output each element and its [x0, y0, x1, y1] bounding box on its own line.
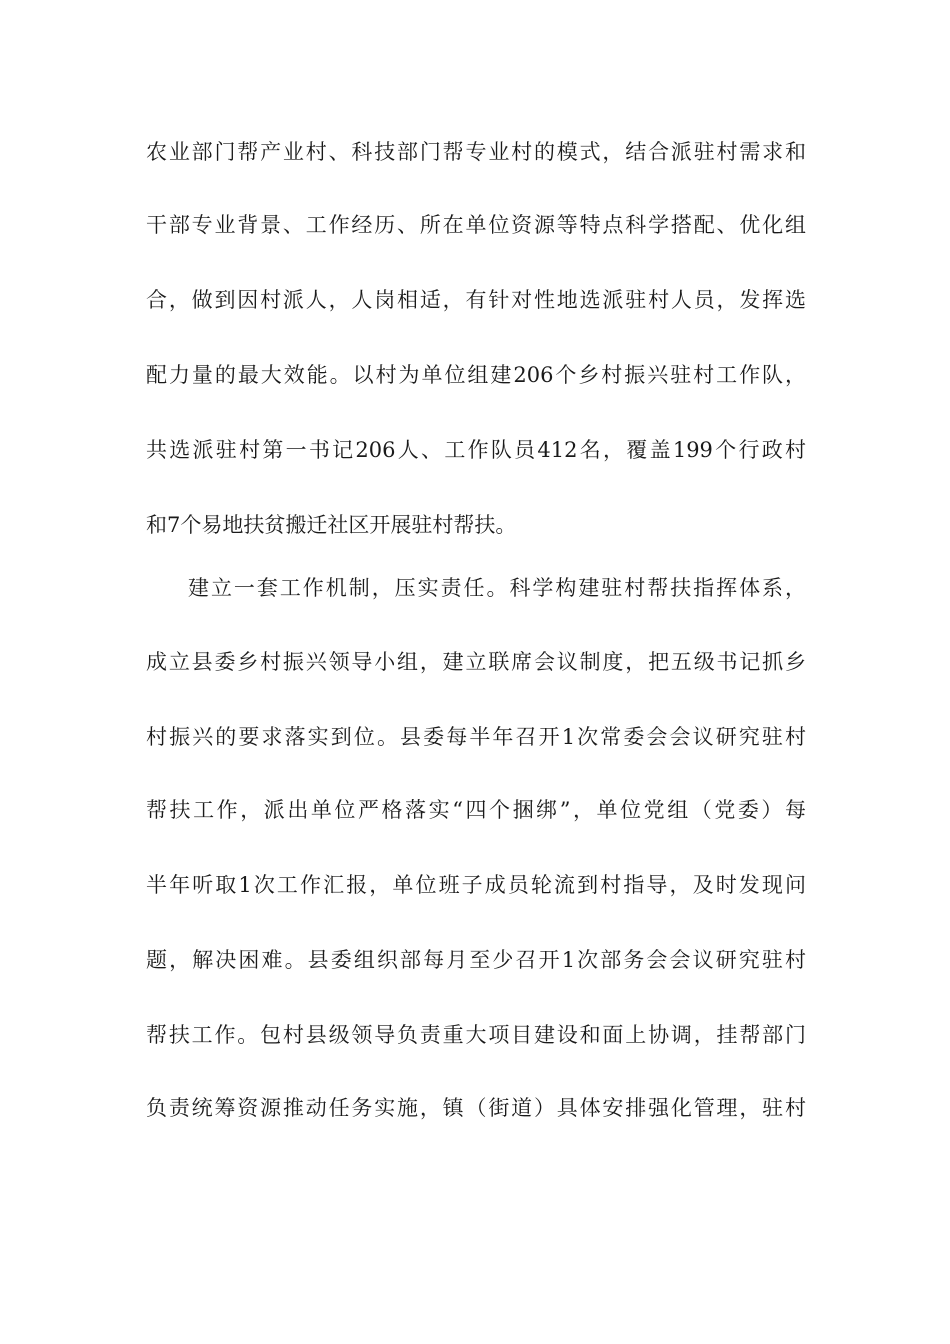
- paragraph-2-line-3: 村振兴的要求落实到位。县委每半年召开1次常委会会议研究驻村: [146, 725, 806, 749]
- paragraph-1-line-4: 配力量的最大效能。以村为单位组建206个乡村振兴驻村工作队，: [146, 363, 806, 387]
- paragraph-2-line-2: 成立县委乡村振兴领导小组，建立联席会议制度，把五级书记抓乡: [146, 650, 806, 674]
- paragraph-2-line-7: 帮扶工作。包村县级领导负责重大项目建设和面上协调，挂帮部门: [146, 1023, 806, 1047]
- paragraph-1-line-3: 合，做到因村派人，人岗相适，有针对性地选派驻村人员，发挥选: [146, 288, 806, 312]
- paragraph-1-line-6: 和7个易地扶贫搬迁社区开展驻村帮扶。: [146, 513, 517, 537]
- paragraph-1-line-1: 农业部门帮产业村、科技部门帮专业村的模式，结合派驻村需求和: [146, 140, 806, 164]
- paragraph-2-line-6: 题，解决困难。县委组织部每月至少召开1次部务会会议研究驻村: [146, 948, 806, 972]
- paragraph-2-line-4: 帮扶工作，派出单位严格落实“四个捆绑”，单位党组（党委）每: [146, 798, 806, 822]
- paragraph-2-line-1: 建立一套工作机制，压实责任。科学构建驻村帮扶指挥体系，: [188, 576, 806, 600]
- paragraph-2-line-5: 半年听取1次工作汇报，单位班子成员轮流到村指导，及时发现问: [146, 873, 806, 897]
- paragraph-2-line-8: 负责统筹资源推动任务实施，镇（街道）具体安排强化管理，驻村: [146, 1096, 806, 1120]
- paragraph-1-line-2: 干部专业背景、工作经历、所在单位资源等特点科学搭配、优化组: [146, 213, 806, 237]
- paragraph-1-line-5: 共选派驻村第一书记206人、工作队员412名，覆盖199个行政村: [146, 438, 806, 462]
